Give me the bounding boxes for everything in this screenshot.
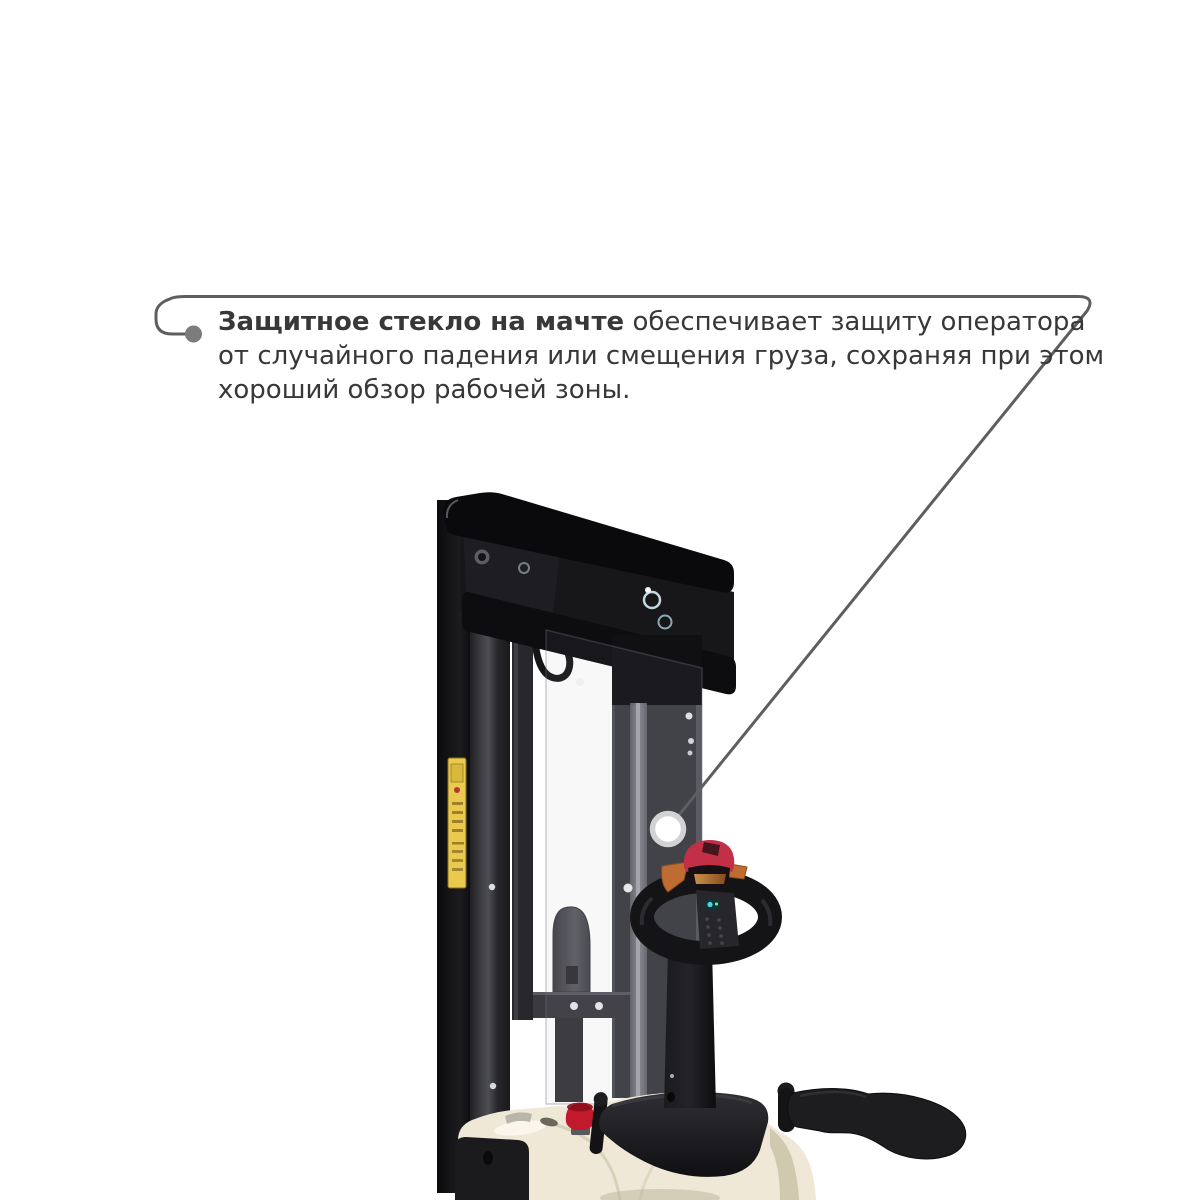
- lift-chain-highlight: [514, 628, 518, 1020]
- glass-bolt: [686, 713, 693, 720]
- callout-anchor-dot: [185, 326, 202, 343]
- callout-text-2: от случайного падения или смещения груза, сохраняя при этом: [218, 341, 1105, 371]
- pulley-glint: [645, 587, 651, 593]
- callout-line-2: [218, 339, 1104, 373]
- callout-bold-feature: Защитное стекло на мачте: [218, 307, 625, 337]
- glass-bolt: [688, 751, 693, 756]
- status-led: [707, 902, 712, 907]
- chassis-side-panel: [455, 1137, 529, 1200]
- callout-text-1: обеспечивает защиту оператора: [624, 307, 1086, 337]
- panel-hole: [483, 1151, 493, 1165]
- bracket-hole-inner: [478, 553, 486, 561]
- glass-bolt: [576, 678, 584, 686]
- control-console: [696, 890, 739, 949]
- rail-bolt: [489, 884, 495, 890]
- head-reflector: [694, 874, 726, 884]
- glass-bolt: [624, 884, 633, 893]
- warning-label: [448, 758, 466, 888]
- callout-text-block: [218, 305, 1104, 407]
- callout-line-3: [218, 373, 1104, 407]
- rail-bolt: [490, 1083, 496, 1089]
- tiller-arm: [664, 948, 716, 1108]
- status-led-green: [715, 902, 718, 905]
- side-handle: [778, 1083, 966, 1159]
- glass-bolt: [688, 738, 694, 744]
- callout-line-1: [218, 305, 1104, 339]
- callout-text-3: хороший обзор рабочей зоны.: [218, 375, 631, 405]
- callout-target-marker: [653, 814, 684, 845]
